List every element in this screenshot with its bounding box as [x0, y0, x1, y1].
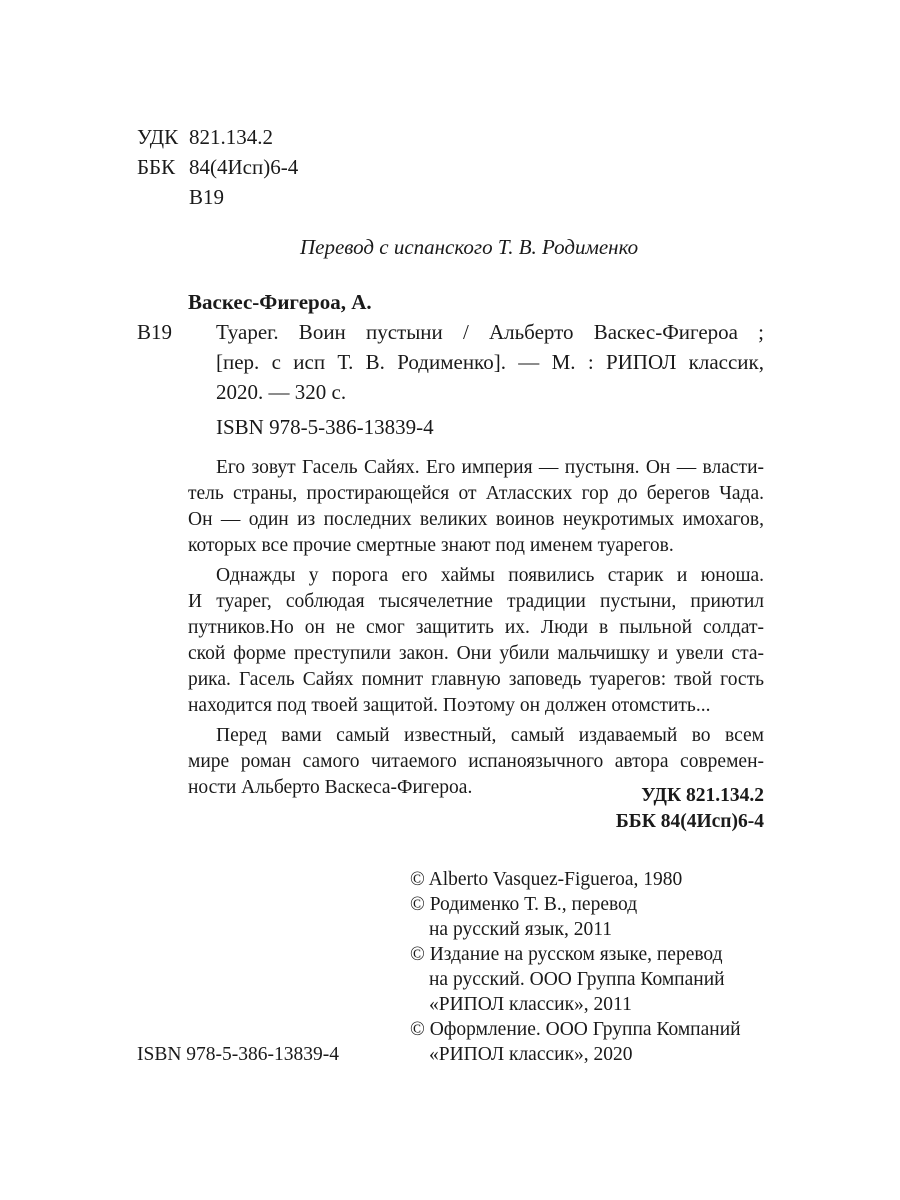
copyright-line: на русский язык, 2011 — [429, 919, 613, 940]
copyright-line: © Родименко Т. В., перевод — [410, 894, 638, 915]
bbk-value: 84(4Исп)6-4 — [189, 155, 299, 179]
author-mark-header: В19 — [189, 185, 225, 209]
author-mark: В19 — [137, 320, 173, 344]
annotation-line: ской форме преступили закон. Они убили мальчишку и увели ста- — [188, 643, 764, 664]
annotation-line: ности Альберто Васкеса-Фигероа. — [188, 777, 473, 798]
annotation-line: Однажды у порога его хаймы появились старик и юноша. — [216, 565, 764, 586]
annotation-line: Он — один из последних великих воинов неукротимых имохагов, — [188, 509, 764, 530]
annotation-line: находится под твоей защитой. Поэтому он должен отомстить... — [188, 695, 711, 716]
copyright-line: на русский. ООО Группа Компаний — [429, 969, 725, 990]
bibliographic-description — [216, 317, 764, 407]
biblio-line: 2020. — 320 с. — [216, 380, 347, 404]
copyright-line: «РИПОЛ классик», 2020 — [429, 1044, 633, 1065]
annotation-paragraph — [188, 563, 764, 719]
copyright-line: «РИПОЛ классик», 2011 — [429, 994, 632, 1015]
author-heading: Васкес-Фигероа, А. — [188, 290, 372, 314]
biblio-line: [пер. с исп Т. В. Родименко]. — М. : РИПОЛ классик, — [216, 350, 764, 374]
udk-line — [137, 122, 273, 152]
annotation-line: тель страны, простирающейся от Атласских гор до берегов Чада. — [188, 483, 764, 504]
annotation-line: Перед вами самый известный, самый издаваемый во всем — [216, 725, 764, 746]
isbn-record: ISBN 978-5-386-13839-4 — [216, 415, 434, 439]
udk-label: УДК — [137, 125, 179, 149]
copyright-line: © Оформление. ООО Группа Компаний — [410, 1019, 741, 1040]
copyright-block — [410, 867, 741, 1067]
translator-credit: Перевод с испанского Т. В. Родименко — [300, 235, 639, 259]
isbn-bottom: ISBN 978-5-386-13839-4 — [137, 1044, 340, 1065]
annotation-line: мире роман самого читаемого испаноязычного автора современ- — [188, 751, 764, 772]
annotation-paragraph — [188, 455, 764, 559]
biblio-line: Туарег. Воин пустыни / Альберто Васкес-Фигероа ; — [216, 320, 764, 344]
annotation-line: Его зовут Гасель Сайях. Его империя — пустыня. Он — власти- — [216, 457, 764, 478]
bbk-label: ББК — [137, 155, 176, 179]
copyright-line: © Alberto Vasquez-Figueroa, 1980 — [410, 869, 683, 890]
udk-value: 821.134.2 — [189, 125, 273, 149]
annotation-line: И туарег, соблюдая тысячелетние традиции пустыни, приютил — [188, 591, 764, 612]
copyright-line: © Издание на русском языке, перевод — [410, 944, 723, 965]
annotation-line: которых все прочие смертные знают под именем туарегов. — [188, 535, 674, 556]
annotation-line: рика. Гасель Сайях помнит главную заповедь туарегов: твой гость — [188, 669, 764, 690]
annotation-line: путников.Но он не смог защитить их. Люди в пыльной солдат- — [188, 617, 764, 638]
bbk-line — [137, 152, 298, 182]
udk-right: УДК 821.134.2 — [641, 785, 764, 806]
bbk-right: ББК 84(4Исп)6-4 — [615, 811, 764, 832]
annotation — [188, 455, 764, 805]
